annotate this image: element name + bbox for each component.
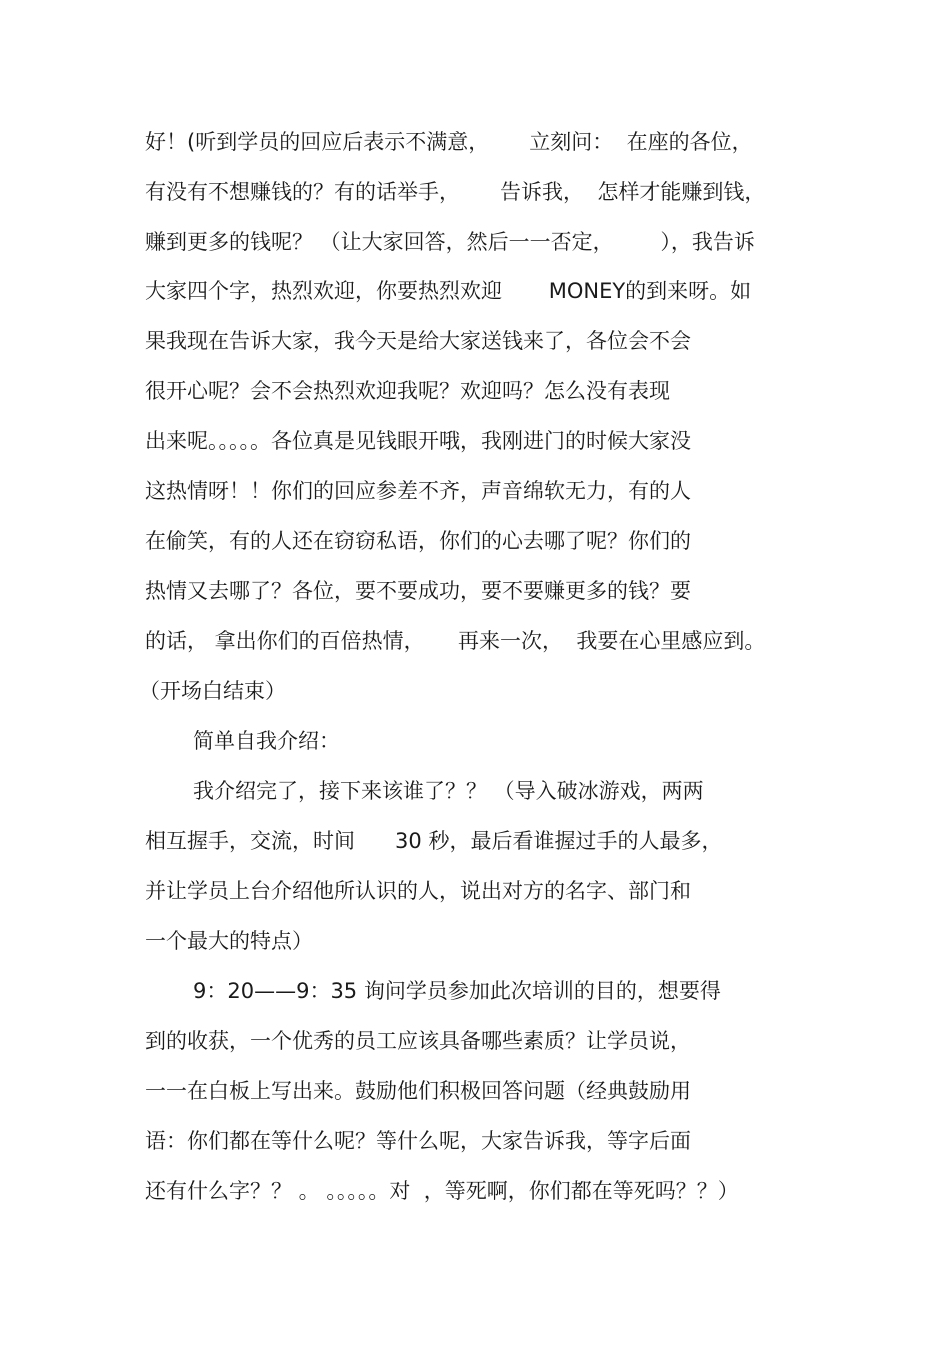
text-line: 并让学员上台介绍他所认识的人，说出对方的名字、部门和 [145, 879, 691, 903]
text-line: 这热情呀！！你们的回应参差不齐，声音绵软无力，有的人 [145, 479, 691, 503]
text-line: 大家四个字，热烈欢迎，你要热烈欢迎 MONEY的到来呀。如 [145, 279, 752, 303]
text-line: 相互握手，交流，时间 30 秒，最后看谁握过手的人最多， [145, 829, 723, 853]
text-line: 9：20——9：35 询问学员参加此次培训的目的，想要得 [193, 979, 721, 1003]
text-line: 在偷笑，有的人还在窃窃私语，你们的心去哪了呢？你们的 [145, 529, 691, 553]
text-line: 热情又去哪了？各位，要不要成功，要不要赚更多的钱？要 [145, 579, 691, 603]
text-line: 果我现在告诉大家，我今天是给大家送钱来了，各位会不会 [145, 329, 691, 353]
text-line: 有没有不想赚钱的？有的话举手， 告诉我， 怎样才能赚到钱， [145, 180, 766, 204]
text-line: 赚到更多的钱呢？ （让大家回答，然后一一否定， ），我告诉 [145, 230, 755, 254]
text-line: 到的收获，一个优秀的员工应该具备哪些素质？让学员说， [145, 1029, 691, 1053]
text-line: 还有什么字？？ 。 。。。。。对 ，等死啊，你们都在等死吗？？） [145, 1179, 739, 1203]
text-line: 一个最大的特点） [145, 929, 313, 953]
text-line: 的话， 拿出你们的百倍热情， 再来一次， 我要在心里感应到。 [145, 629, 766, 653]
text-line: 很开心呢？会不会热烈欢迎我呢？欢迎吗？怎么没有表现 [145, 379, 670, 403]
text-line: 语：你们都在等什么呢？等什么呢，大家告诉我，等字后面 [145, 1129, 691, 1153]
section-heading: 简单自我介绍： [193, 729, 340, 753]
text-line: 出来呢。。。。。各位真是见钱眼开哦，我刚进门的时候大家没 [145, 429, 691, 453]
text-line: 我介绍完了，接下来该谁了？？ （导入破冰游戏，两两 [193, 779, 704, 803]
text-line: 好！(听到学员的回应后表示不满意， 立刻问： 在座的各位， [145, 130, 753, 154]
text-line: 一一在白板上写出来。鼓励他们积极回答问题（经典鼓励用 [145, 1079, 691, 1103]
section-end-note: （开场白结束） [139, 679, 286, 703]
